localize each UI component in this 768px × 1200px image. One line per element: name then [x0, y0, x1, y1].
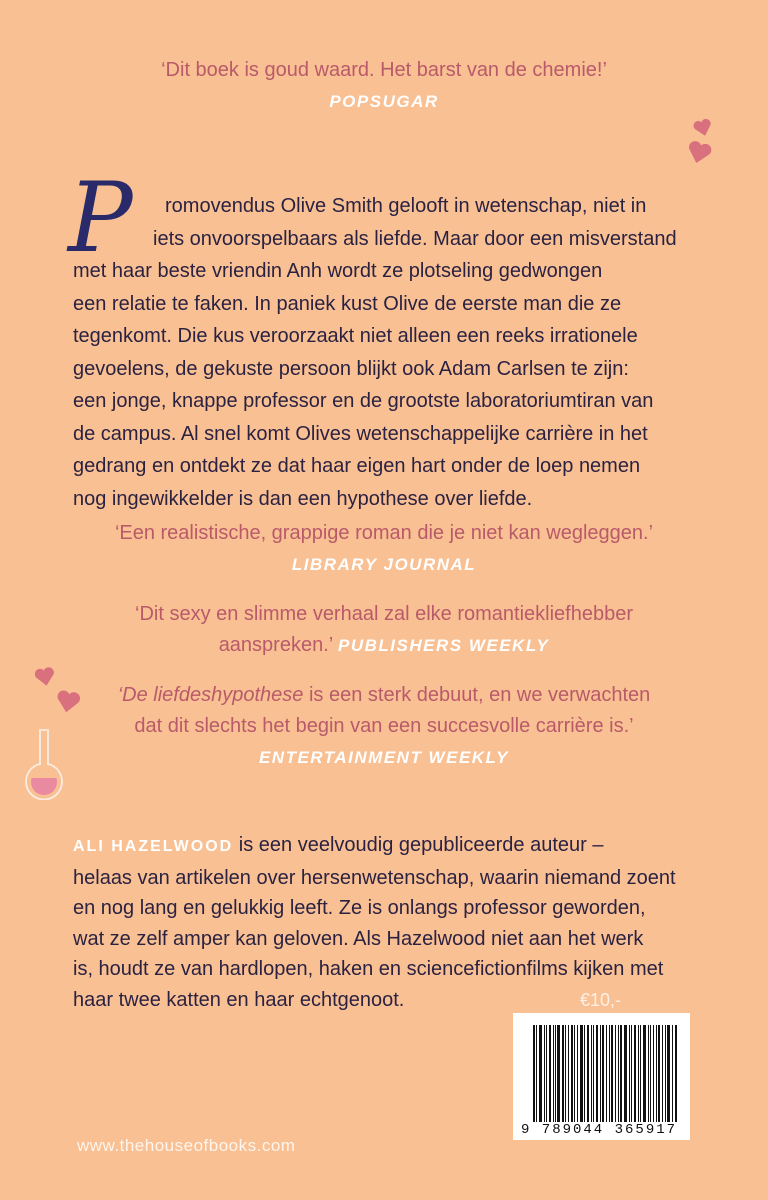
bio-line: is een veelvoudig gepubliceerde auteur –	[233, 834, 604, 856]
review-text: dat dit slechts het begin van een succesvolle carrière is.’	[134, 715, 634, 737]
bio-line: is, houdt ze van hardlopen, haken en sciencefictionfilms kijken met	[73, 958, 664, 980]
review-text: aanspreken.’	[218, 634, 333, 656]
bio-line: haar twee katten en haar echtgenoot.	[73, 988, 405, 1011]
review-quote-library-journal	[0, 518, 768, 580]
review-text: is een sterk debuut, en we verwachten	[303, 684, 651, 706]
isbn: 9 789044 365917	[521, 1122, 678, 1138]
bio-line: helaas van artikelen over hersenwetenschap, waarin niemand zoent	[73, 866, 676, 889]
top-quote	[0, 55, 768, 117]
review-source: ENTERTAINMENT WEEKLY	[258, 748, 510, 767]
author-name: ALI HAZELWOOD	[73, 838, 234, 855]
review-quote-publishers-weekly	[0, 599, 768, 661]
review-text: ‘Een realistische, grappige roman die je niet kan wegleggen.’	[114, 522, 654, 544]
price: €10,-	[580, 990, 622, 1010]
review-source: LIBRARY JOURNAL	[291, 555, 477, 574]
blurb-line: de campus. Al snel komt Olives wetenschappelijke carrière in het	[73, 422, 648, 445]
blurb-line: een relatie te faken. In paniek kust Olive de eerste man die ze	[73, 292, 622, 315]
blurb-line: romovendus Olive Smith gelooft in wetenschap, niet in	[165, 195, 647, 217]
barcode	[513, 1013, 690, 1140]
review-quote-entertainment-weekly	[0, 680, 768, 773]
bio-line: en nog lang en gelukkig leeft. Ze is onlangs professor geworden,	[73, 897, 646, 919]
blurb-line: gedrang en ontdekt ze dat haar eigen hart onder de loep nemen	[73, 455, 641, 477]
top-quote-source: POPSUGAR	[329, 92, 439, 111]
blurb-line: iets onvoorspelbaars als liefde. Maar door een misverstand	[153, 227, 677, 250]
publisher-website[interactable]: www.thehouseofbooks.com	[77, 1136, 296, 1155]
review-source: PUBLISHERS WEEKLY	[338, 636, 550, 655]
bio-line: wat ze zelf amper kan geloven. Als Hazelwood niet aan het werk	[73, 927, 644, 950]
top-quote-text: ‘Dit boek is goud waard. Het barst van de chemie!’	[161, 59, 607, 81]
blurb-line: met haar beste vriendin Anh wordt ze plotseling gedwongen	[73, 260, 603, 282]
heart-icon	[693, 117, 713, 139]
book-blurb	[68, 162, 713, 515]
blurb-line: tegenkomt. Die kus veroorzaakt niet alleen een reeks irrationele	[73, 325, 638, 347]
drop-cap: P	[68, 162, 133, 274]
blurb-line: nog ingewikkelder is dan een hypothese over liefde.	[73, 487, 533, 510]
book-title: ‘De liefdeshypothese	[117, 684, 304, 706]
heart-icon	[686, 140, 712, 166]
review-text: ‘Dit sexy en slimme verhaal zal elke romantiekliefhebber	[135, 603, 633, 625]
blurb-line: een jonge, knappe professor en de grootste laboratoriumtiran van	[73, 390, 654, 412]
blurb-line: gevoelens, de gekuste persoon blijkt ook Adam Carlsen te zijn:	[73, 357, 629, 380]
author-bio	[73, 830, 713, 1015]
barcode-icon	[533, 1025, 678, 1125]
